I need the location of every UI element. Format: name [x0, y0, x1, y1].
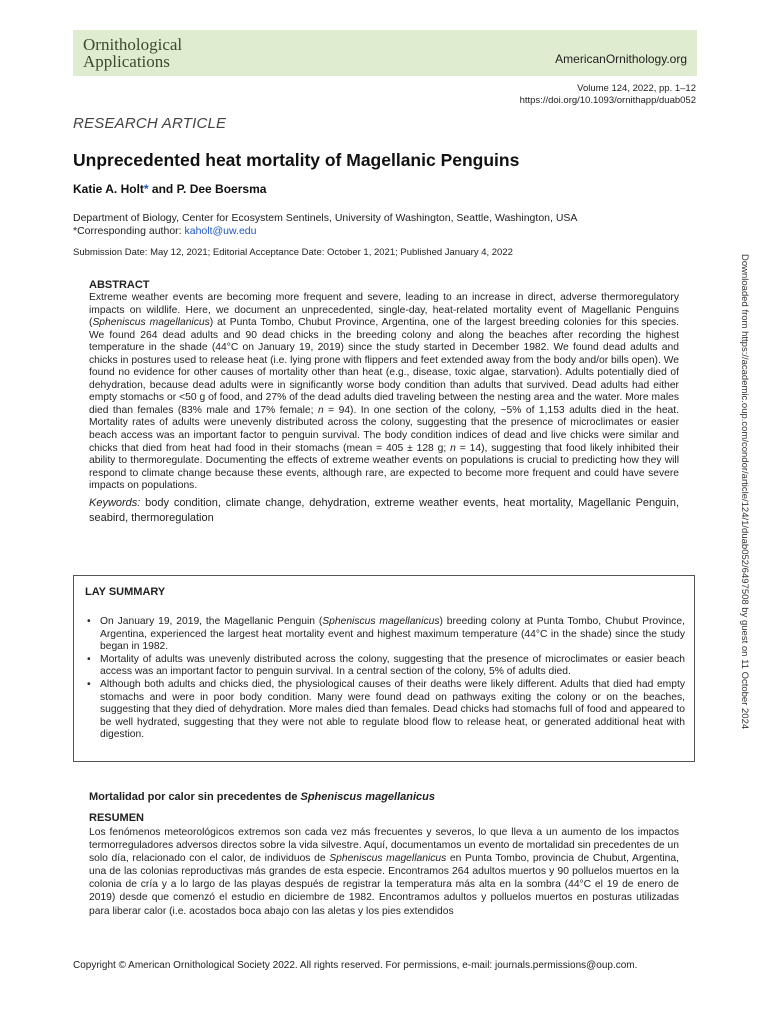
- journal-name-line2: Applications: [83, 52, 170, 71]
- lay-summary-box: [73, 575, 695, 762]
- resumen-species: Spheniscus magellanicus: [329, 853, 447, 865]
- keywords-label: Keywords:: [89, 496, 141, 509]
- spanish-title-text: Mortalidad por calor sin precedentes de: [89, 791, 301, 803]
- abstract-text-part1: Extreme weather events are becoming more frequent and severe, leading to an increase in direct, adverse thermoregulatory impacts on wildlife. Here, we document an unprecedented, single-day, heat-related mortality event of Magellanic Penguins (: [89, 292, 679, 329]
- resumen-heading: RESUMEN: [89, 812, 145, 824]
- resumen-text-b: en Punta Tombo, provincia de Chubut, Argentina, una de las colonias reproductivas más grandes de esta especie. Encontramos 264 adultos muertos y 90 polluelos muertos en la colonia de cría y a lo largo de las playas después de registrar la temperatura más alta en la sombra (44°C el 19 de enero de 2019) desde que comenzó el estudio en diciembre de 1982. Encontramos adultos y polluelos muertos en posturas utilizadas para liberar calor (i.e. acostados boca abajo con las aletas y los pies extendidos: [89, 853, 679, 917]
- abstract-text-part2: ) at Punta Tombo, Chubut Province, Argentina, one of the largest breeding colonies for this species. We found 264 dead adults and 90 dead chicks in the breeding colony and along the beaches after recording the highest temperature in the shade (44°C on January 19, 2019) since the study started in December 1982. We found dead adults and chicks in postures used to release heat (i.e. lying prone with flippers and feet extended away from the body and/or bills open). We found no evidence for other causes of mortality other than heat (e.g., disease, toxic algae, starvation). Adults potentially died of dehydration, because dead adults were in significantly worse body condition than adults that survived. Dead adults had either empty stomachs or <50 g of food, and 27% of the dead adults died traveling between the nesting area and the water. More males died than females (83% male and 17% female;: [89, 317, 679, 416]
- lay-summary-list: [85, 616, 685, 742]
- lay-item1-species: Spheniscus magellanicus: [322, 616, 440, 627]
- download-watermark: [738, 254, 752, 774]
- volume-pages: Volume 124, 2022, pp. 1–12: [577, 83, 696, 94]
- affiliation: [73, 212, 577, 238]
- article-type: RESEARCH ARTICLE: [73, 115, 227, 132]
- journal-url-link[interactable]: AmericanOrnithology.org: [555, 52, 687, 66]
- lay-summary-heading: LAY SUMMARY: [85, 586, 166, 598]
- abstract-text-part3: = 94). In one section of the colony, ~5% of 1,153 adults died in the heat. Mortality rates of adults were unevenly distributed across the colony, suggesting that the presence of microclimates or easier beach access was an important factor to penguin survival. The body condition indices of dead and live chicks were similar and chicks that died from heat had food in their stomachs (mean = 405 ± 128 g;: [89, 404, 679, 454]
- corresponding-label: *Corresponding author:: [73, 225, 185, 237]
- abstract-text-part4: = 14), suggesting that food likely inhibited their ability to thermoregulate. Documenting the effects of extreme weather events on populations is crucial to predicting how they will respond to climate change because these events, although rare, are expected to become more frequent and could have severe impacts on populations.: [89, 442, 679, 492]
- lay-item1-text-a: On January 19, 2019, the Magellanic Penguin (: [100, 616, 323, 627]
- copyright-notice: Copyright © American Ornithological Society 2022. All rights reserved. For permissions, e-mail: journals.permissions@oup.com.: [73, 960, 638, 971]
- corresponding-author-marker[interactable]: *: [143, 182, 149, 196]
- journal-name-line1: Ornithological: [83, 35, 183, 54]
- author-boersma: and P. Dee Boersma: [148, 182, 267, 196]
- abstract-text: [89, 292, 679, 493]
- resumen-text-a: Los fenómenos meteorológicos extremos son cada vez más frecuentes y severos, lo que lleva a un aumento de los impactos termorreguladores adversos directos sobre la vida silvestre. Aquí, documentamos un evento de mortalidad sin precedentes de un solo día, relacionado con el calor, de individuos de: [89, 827, 679, 865]
- resumen-text: [89, 826, 679, 918]
- author-list: [73, 182, 266, 196]
- affiliation-line: Department of Biology, Center for Ecosystem Sentinels, University of Washington, Seattle, Washington, USA: [73, 212, 578, 224]
- lay-summary-item: [85, 616, 685, 654]
- corresponding-email-link[interactable]: kaholt@uw.edu: [184, 225, 257, 237]
- lay-summary-item: • Although both adults and chicks died, the physiological causes of their deaths were likely different. Adults that died had empty stomachs and were in poor body condition. Many were found dead on pathways exiting the colony or on the beaches, suggesting that they died of dehydration. More males died than females. Dead chicks had stomachs full of food and appeared to be well hydrated, suggesting that they were not able to regulate blood flow to release heat, or generated additional heat with digestion.: [85, 679, 685, 742]
- doi-link[interactable]: https://doi.org/10.1093/ornithapp/duab052: [519, 95, 696, 106]
- download-watermark-text: Downloaded from https://academic.oup.com/condor/article/124/1/duab052/6497508 by guest on 11 October 2024: [739, 254, 750, 730]
- lay-item1-text-b: ) breeding colony at Punta Tombo, Chubut Province, Argentina, experienced the largest heat mortality event and highest maximum temperature (44°C in the shade) since the study began in 1982.: [100, 616, 685, 653]
- article-title: Unprecedented heat mortality of Magellanic Penguins: [73, 150, 520, 170]
- abstract-heading: ABSTRACT: [89, 279, 150, 291]
- keywords-list: body condition, climate change, dehydration, extreme weather events, heat mortality, Magellanic Penguin, seabird, thermoregulation: [89, 496, 679, 524]
- spanish-title: [89, 791, 435, 803]
- abstract-n1: n: [317, 404, 324, 416]
- spanish-title-species: Spheniscus magellanicus: [300, 791, 435, 803]
- publication-dates: Submission Date: May 12, 2021; Editorial Acceptance Date: October 1, 2021; Published January 4, 2022: [73, 247, 513, 258]
- volume-info: [520, 83, 696, 107]
- abstract-n2: n: [450, 442, 456, 454]
- keywords: [89, 496, 679, 526]
- author-holt[interactable]: Katie A. Holt: [73, 182, 144, 196]
- lay-summary-item: • Mortality of adults was unevenly distributed across the colony, suggesting that the presence of microclimates or easier beach access was an important factor to penguin survival. In a central section of the colony, 5% of adults died.: [85, 654, 685, 679]
- abstract-species: Spheniscus magellanicus: [92, 317, 210, 329]
- corresponding-author-line: [73, 225, 577, 238]
- journal-header-band: [73, 30, 697, 76]
- abstract-section: [89, 279, 679, 526]
- journal-name: [83, 36, 182, 70]
